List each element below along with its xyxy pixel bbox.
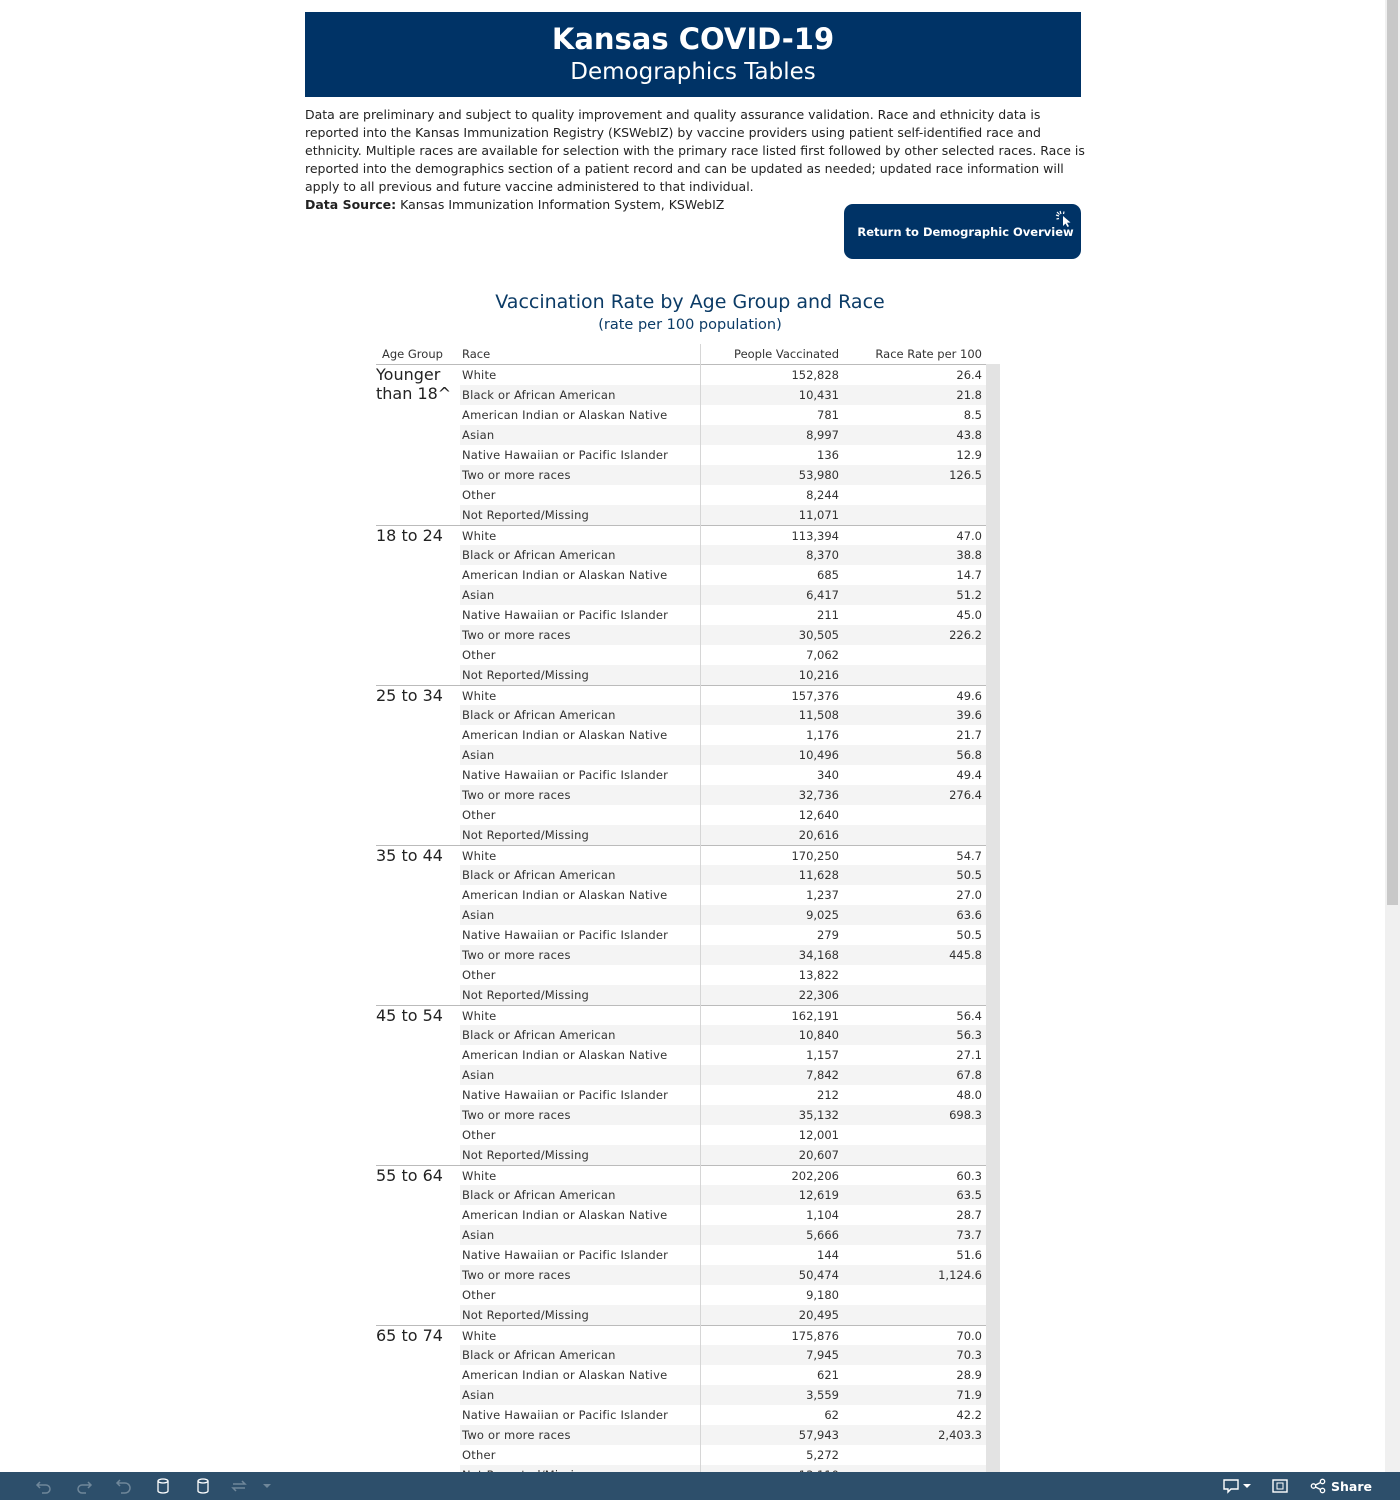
race-rate-cell: 126.5: [949, 468, 982, 482]
table-row[interactable]: [376, 905, 986, 925]
table-row[interactable]: [376, 1045, 986, 1065]
age-group-cell: Younger than 18^: [376, 365, 452, 403]
race-cell: American Indian or Alaskan Native: [462, 728, 668, 742]
age-group-column: [376, 846, 460, 1005]
race-rate-cell: 21.7: [956, 728, 982, 742]
table-row[interactable]: [376, 1025, 986, 1045]
people-vaccinated-cell: 1,237: [806, 888, 839, 902]
table-row[interactable]: [376, 525, 986, 545]
race-rate-cell: 56.4: [956, 1009, 982, 1023]
race-rate-cell: 56.3: [956, 1028, 982, 1042]
age-group-block: [376, 1005, 1000, 1165]
people-vaccinated-cell: 144: [817, 1248, 839, 1262]
table-row[interactable]: [376, 1365, 986, 1385]
race-cell: Other: [462, 968, 496, 982]
click-cursor-icon: [1055, 210, 1073, 228]
race-rate-cell: 26.4: [956, 368, 982, 382]
table-row[interactable]: [376, 765, 986, 785]
chart-title: Vaccination Rate by Age Group and Race: [495, 291, 885, 313]
race-cell: American Indian or Alaskan Native: [462, 1208, 668, 1222]
table-row[interactable]: [376, 985, 986, 1005]
data-source-label: Data Source:: [305, 197, 397, 212]
replay-icon[interactable]: [230, 1477, 248, 1495]
pause-updates-icon[interactable]: [195, 1477, 213, 1495]
table-row[interactable]: [376, 705, 986, 725]
page-subtitle: Demographics Tables: [570, 59, 816, 85]
race-cell: Native Hawaiian or Pacific Islander: [462, 1408, 669, 1422]
race-cell: Asian: [462, 588, 495, 602]
people-vaccinated-cell: 20,616: [798, 828, 839, 842]
people-vaccinated-cell: 5,272: [806, 1448, 839, 1462]
race-rate-cell: 56.8: [956, 748, 982, 762]
people-vaccinated-cell: 9,180: [806, 1288, 839, 1302]
people-vaccinated-cell: 12,640: [798, 808, 839, 822]
race-cell: American Indian or Alaskan Native: [462, 568, 668, 582]
race-rate-cell: 276.4: [949, 788, 982, 802]
race-rate-cell: 698.3: [949, 1108, 982, 1122]
page-scrollbar[interactable]: [1385, 0, 1400, 1472]
people-vaccinated-cell: 3,559: [806, 1388, 839, 1402]
race-cell: Asian: [462, 1388, 495, 1402]
people-vaccinated-cell: 685: [817, 568, 839, 582]
table-row[interactable]: [376, 1225, 986, 1245]
page-scrollbar-thumb[interactable]: [1387, 0, 1398, 905]
table-row[interactable]: [376, 725, 986, 745]
race-cell: White: [462, 368, 497, 382]
table-row[interactable]: [376, 385, 986, 405]
people-vaccinated-cell: 10,431: [798, 388, 839, 402]
race-rate-cell: 70.0: [956, 1329, 982, 1343]
table-header: [376, 344, 1000, 365]
table-row[interactable]: [376, 565, 986, 585]
table-row[interactable]: [376, 925, 986, 945]
race-cell: Native Hawaiian or Pacific Islander: [462, 768, 669, 782]
race-cell: Other: [462, 648, 496, 662]
table-body: [376, 365, 1000, 1485]
race-cell: Black or African American: [462, 708, 616, 722]
people-vaccinated-cell: 5,666: [806, 1228, 839, 1242]
race-rate-cell: 63.5: [956, 1188, 982, 1202]
data-source-value: Kansas Immunization Information System, KSWebIZ: [396, 197, 725, 212]
race-rate-cell: 226.2: [949, 628, 982, 642]
age-group-block: [376, 365, 1000, 525]
people-vaccinated-cell: 7,945: [806, 1348, 839, 1362]
people-vaccinated-cell: 6,417: [806, 588, 839, 602]
race-rate-cell: 50.5: [956, 868, 982, 882]
people-vaccinated-cell: 11,071: [798, 508, 839, 522]
race-cell: White: [462, 1009, 497, 1023]
race-cell: American Indian or Alaskan Native: [462, 888, 668, 902]
table-row[interactable]: [376, 845, 986, 865]
race-rate-cell: 73.7: [956, 1228, 982, 1242]
table-row[interactable]: [376, 745, 986, 765]
race-cell: Two or more races: [462, 1428, 571, 1442]
undo-icon[interactable]: [35, 1477, 53, 1495]
table-row[interactable]: [376, 425, 986, 445]
table-row[interactable]: [376, 1285, 986, 1305]
race-cell: Native Hawaiian or Pacific Islander: [462, 1088, 669, 1102]
table-row[interactable]: [376, 965, 986, 985]
age-group-block: [376, 1325, 1000, 1485]
vaccination-table: [376, 344, 1000, 1485]
race-cell: Black or African American: [462, 1028, 616, 1042]
race-cell: Two or more races: [462, 788, 571, 802]
people-vaccinated-cell: 11,628: [798, 868, 839, 882]
table-row[interactable]: [376, 605, 986, 625]
people-vaccinated-cell: 781: [817, 408, 839, 422]
age-group-block: [376, 1165, 1000, 1325]
chart-subtitle: (rate per 100 population): [598, 317, 782, 333]
age-group-column: [376, 686, 460, 845]
age-group-cell: 35 to 44: [376, 846, 443, 865]
people-vaccinated-cell: 175,876: [791, 1329, 839, 1343]
race-rate-cell: 42.2: [956, 1408, 982, 1422]
table-row[interactable]: [376, 825, 986, 845]
people-vaccinated-cell: 62: [824, 1408, 839, 1422]
race-cell: Native Hawaiian or Pacific Islander: [462, 1248, 669, 1262]
table-row[interactable]: [376, 1425, 986, 1445]
race-cell: American Indian or Alaskan Native: [462, 1368, 668, 1382]
race-cell: Black or African American: [462, 1188, 616, 1202]
table-row[interactable]: [376, 885, 986, 905]
table-row[interactable]: [376, 405, 986, 425]
revert-icon[interactable]: [115, 1477, 133, 1495]
race-cell: Native Hawaiian or Pacific Islander: [462, 608, 669, 622]
description-block: [305, 106, 1085, 214]
race-rate-cell: 48.0: [956, 1088, 982, 1102]
table-row[interactable]: [376, 1325, 986, 1345]
age-group-cell: 65 to 74: [376, 1326, 443, 1345]
table-scrollbar[interactable]: [986, 364, 1000, 1474]
share-icon: [1310, 1478, 1326, 1494]
people-vaccinated-cell: 340: [817, 768, 839, 782]
age-group-column: [376, 1326, 460, 1485]
race-cell: Not Reported/Missing: [462, 508, 590, 522]
title-banner: [305, 12, 1081, 97]
header-age-group[interactable]: Age Group: [382, 347, 443, 361]
people-vaccinated-cell: 152,828: [791, 368, 839, 382]
people-vaccinated-cell: 32,736: [798, 788, 839, 802]
race-rate-cell: 70.3: [956, 1348, 982, 1362]
table-row[interactable]: [376, 465, 986, 485]
fullscreen-icon[interactable]: [1271, 1477, 1289, 1495]
race-rate-cell: 47.0: [956, 529, 982, 543]
people-vaccinated-cell: 8,997: [806, 428, 839, 442]
people-vaccinated-cell: 20,495: [798, 1308, 839, 1322]
race-cell: White: [462, 529, 497, 543]
people-vaccinated-cell: 50,474: [798, 1268, 839, 1282]
age-group-block: [376, 685, 1000, 845]
race-rate-cell: 49.4: [956, 768, 982, 782]
people-vaccinated-cell: 8,244: [806, 488, 839, 502]
race-rate-cell: 54.7: [956, 849, 982, 863]
table-row[interactable]: [376, 1445, 986, 1465]
people-vaccinated-cell: 162,191: [791, 1009, 839, 1023]
age-group-cell: 45 to 54: [376, 1006, 443, 1025]
race-cell: Other: [462, 488, 496, 502]
table-row[interactable]: [376, 1105, 986, 1125]
people-vaccinated-cell: 53,980: [798, 468, 839, 482]
table-row[interactable]: [376, 485, 986, 505]
race-rate-cell: 28.9: [956, 1368, 982, 1382]
people-vaccinated-cell: 9,025: [806, 908, 839, 922]
race-rate-cell: 21.8: [956, 388, 982, 402]
race-cell: Other: [462, 808, 496, 822]
race-rate-cell: 8.5: [963, 408, 982, 422]
race-rate-cell: 71.9: [956, 1388, 982, 1402]
table-row[interactable]: [376, 665, 986, 685]
table-row[interactable]: [376, 785, 986, 805]
race-rate-cell: 49.6: [956, 689, 982, 703]
age-group-block: [376, 845, 1000, 1005]
people-vaccinated-cell: 34,168: [798, 948, 839, 962]
people-vaccinated-cell: 157,376: [791, 689, 839, 703]
race-rate-cell: 43.8: [956, 428, 982, 442]
people-vaccinated-cell: 7,062: [806, 648, 839, 662]
table-row[interactable]: [376, 685, 986, 705]
race-rate-cell: 28.7: [956, 1208, 982, 1222]
table-row[interactable]: [376, 1065, 986, 1085]
header-race-rate[interactable]: Race Rate per 100: [875, 347, 982, 361]
share-label: Share: [1331, 1478, 1372, 1494]
chart-title-block: [305, 290, 1075, 336]
chevron-down-icon[interactable]: [258, 1477, 276, 1495]
people-vaccinated-cell: 211: [817, 608, 839, 622]
table-row[interactable]: [376, 945, 986, 965]
table-row[interactable]: [376, 1385, 986, 1405]
race-rate-cell: 27.1: [956, 1048, 982, 1062]
race-cell: Asian: [462, 428, 495, 442]
age-group-column: [376, 1166, 460, 1325]
table-row[interactable]: [376, 1405, 986, 1425]
age-group-column: [376, 365, 460, 525]
age-group-cell: 25 to 34: [376, 686, 443, 705]
race-rate-cell: 51.2: [956, 588, 982, 602]
race-cell: American Indian or Alaskan Native: [462, 1048, 668, 1062]
people-vaccinated-cell: 202,206: [791, 1169, 839, 1183]
table-row[interactable]: [376, 1345, 986, 1365]
table-row[interactable]: [376, 1265, 986, 1285]
race-cell: Not Reported/Missing: [462, 828, 590, 842]
table-row[interactable]: [376, 1245, 986, 1265]
people-vaccinated-cell: 57,943: [798, 1428, 839, 1442]
people-vaccinated-cell: 20,607: [798, 1148, 839, 1162]
people-vaccinated-cell: 30,505: [798, 628, 839, 642]
race-cell: Black or African American: [462, 868, 616, 882]
race-cell: American Indian or Alaskan Native: [462, 408, 668, 422]
people-vaccinated-cell: 621: [817, 1368, 839, 1382]
race-cell: Not Reported/Missing: [462, 1148, 590, 1162]
column-divider: [700, 344, 701, 1472]
race-cell: Two or more races: [462, 628, 571, 642]
race-rate-cell: 50.5: [956, 928, 982, 942]
race-rate-cell: 2,403.3: [938, 1428, 982, 1442]
age-group-block: [376, 525, 1000, 685]
race-cell: Black or African American: [462, 548, 616, 562]
table-row[interactable]: [376, 1085, 986, 1105]
race-cell: Native Hawaiian or Pacific Islander: [462, 928, 669, 942]
race-cell: Native Hawaiian or Pacific Islander: [462, 448, 669, 462]
people-vaccinated-cell: 11,508: [798, 708, 839, 722]
description-text: Data are preliminary and subject to quality improvement and quality assurance validation. Race and ethnicity data is reported into the Kansas Immunization Registry (KSWebIZ) by vaccine providers using patient self-identified race and ethnicity. Multiple races are available for selection with the primary race listed first followed by other selected races. Race is reported into the demographics section of a patient record and can be updated as needed; updated race information will apply to all previous and future vaccine administered to that individual.: [305, 107, 1085, 194]
race-cell: Two or more races: [462, 1268, 571, 1282]
race-rate-cell: 27.0: [956, 888, 982, 902]
return-button-label: Return to Demographic Overview: [857, 224, 1074, 239]
bottom-toolbar: [0, 1472, 1400, 1500]
people-vaccinated-cell: 7,842: [806, 1068, 839, 1082]
table-row[interactable]: [376, 545, 986, 565]
race-cell: Other: [462, 1288, 496, 1302]
table-row[interactable]: [376, 805, 986, 825]
table-row[interactable]: [376, 1305, 986, 1325]
race-cell: Asian: [462, 1228, 495, 1242]
race-rate-cell: 12.9: [956, 448, 982, 462]
race-cell: Asian: [462, 1068, 495, 1082]
race-rate-cell: 39.6: [956, 708, 982, 722]
race-cell: Not Reported/Missing: [462, 1308, 590, 1322]
table-row[interactable]: [376, 1205, 986, 1225]
people-vaccinated-cell: 10,840: [798, 1028, 839, 1042]
table-row[interactable]: [376, 445, 986, 465]
age-group-column: [376, 1006, 460, 1165]
age-group-column: [376, 526, 460, 685]
race-rate-cell: 60.3: [956, 1169, 982, 1183]
people-vaccinated-cell: 22,306: [798, 988, 839, 1002]
people-vaccinated-cell: 113,394: [791, 529, 839, 543]
table-row[interactable]: [376, 365, 986, 385]
redo-icon[interactable]: [75, 1477, 93, 1495]
page-title: Kansas COVID-19: [551, 22, 835, 56]
race-rate-cell: 1,124.6: [938, 1268, 982, 1282]
table-row[interactable]: [376, 1165, 986, 1185]
people-vaccinated-cell: 13,822: [798, 968, 839, 982]
people-vaccinated-cell: 8,370: [806, 548, 839, 562]
race-cell: Other: [462, 1128, 496, 1142]
age-group-cell: 55 to 64: [376, 1166, 443, 1185]
people-vaccinated-cell: 10,496: [798, 748, 839, 762]
table-row[interactable]: [376, 585, 986, 605]
people-vaccinated-cell: 170,250: [791, 849, 839, 863]
race-rate-cell: 38.8: [956, 548, 982, 562]
race-cell: White: [462, 689, 497, 703]
race-cell: White: [462, 1169, 497, 1183]
return-to-demographic-overview-button[interactable]: [844, 204, 1081, 259]
table-row[interactable]: [376, 645, 986, 665]
comment-dropdown-icon[interactable]: [1238, 1477, 1256, 1495]
race-rate-cell: 445.8: [949, 948, 982, 962]
race-rate-cell: 45.0: [956, 608, 982, 622]
age-group-cell: 18 to 24: [376, 526, 443, 545]
table-row[interactable]: [376, 625, 986, 645]
race-cell: Asian: [462, 908, 495, 922]
people-vaccinated-cell: 212: [817, 1088, 839, 1102]
race-rate-cell: 63.6: [956, 908, 982, 922]
people-vaccinated-cell: 1,176: [806, 728, 839, 742]
header-race[interactable]: Race: [462, 347, 491, 361]
share-button[interactable]: [1310, 1476, 1372, 1496]
table-row[interactable]: [376, 1005, 986, 1025]
table-row[interactable]: [376, 865, 986, 885]
race-cell: Black or African American: [462, 388, 616, 402]
race-rate-cell: 67.8: [956, 1068, 982, 1082]
table-row[interactable]: [376, 1185, 986, 1205]
race-rate-cell: 51.6: [956, 1248, 982, 1262]
race-cell: Two or more races: [462, 948, 571, 962]
race-cell: Not Reported/Missing: [462, 988, 590, 1002]
race-cell: Asian: [462, 748, 495, 762]
race-cell: Two or more races: [462, 1108, 571, 1122]
people-vaccinated-cell: 35,132: [798, 1108, 839, 1122]
race-cell: White: [462, 849, 497, 863]
race-cell: Other: [462, 1448, 496, 1462]
people-vaccinated-cell: 1,157: [806, 1048, 839, 1062]
refresh-data-icon[interactable]: [155, 1477, 173, 1495]
header-people-vaccinated[interactable]: People Vaccinated: [734, 347, 839, 361]
people-vaccinated-cell: 12,001: [798, 1128, 839, 1142]
table-row[interactable]: [376, 1145, 986, 1165]
race-cell: White: [462, 1329, 497, 1343]
race-cell: Black or African American: [462, 1348, 616, 1362]
table-row[interactable]: [376, 505, 986, 525]
people-vaccinated-cell: 10,216: [798, 668, 839, 682]
table-row[interactable]: [376, 1125, 986, 1145]
race-rate-cell: 14.7: [956, 568, 982, 582]
race-cell: Two or more races: [462, 468, 571, 482]
people-vaccinated-cell: 1,104: [806, 1208, 839, 1222]
people-vaccinated-cell: 279: [817, 928, 839, 942]
people-vaccinated-cell: 136: [817, 448, 839, 462]
race-cell: Not Reported/Missing: [462, 668, 590, 682]
people-vaccinated-cell: 12,619: [798, 1188, 839, 1202]
